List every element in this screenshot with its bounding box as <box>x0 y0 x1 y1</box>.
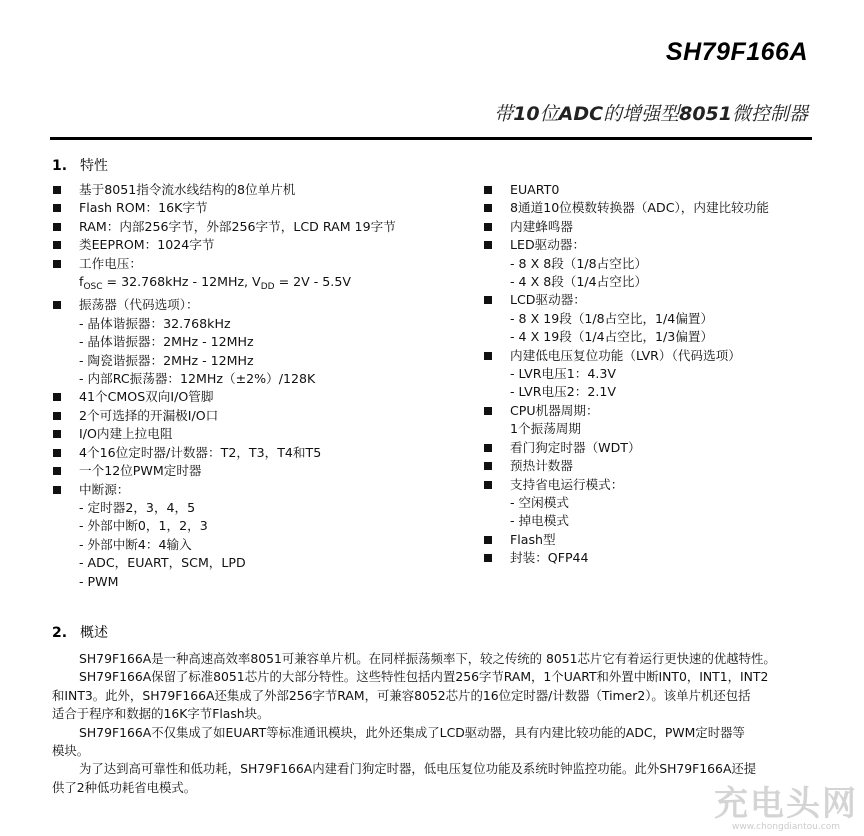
feature-text: 封装：QFP44 <box>510 550 589 566</box>
feature-item <box>52 199 462 217</box>
feature-subitem: - LVR电压2：2.1V <box>510 384 616 400</box>
section-title: 概述 <box>80 625 108 641</box>
bullet-square-icon <box>53 430 61 438</box>
bullet-square-icon <box>484 186 492 194</box>
bullet-square-icon <box>484 536 492 544</box>
feature-subitem: - LVR电压1：4.3V <box>510 366 616 382</box>
header-divider <box>50 137 812 140</box>
feature-item <box>52 388 462 406</box>
feature-item <box>483 291 823 346</box>
feature-subitem: - ADC，EUART，SCM，LPD <box>79 555 246 571</box>
bullet-square-icon <box>53 260 61 268</box>
bullet-square-icon <box>53 204 61 212</box>
overview-line: SH79F166A保留了标准8051芯片的大部分特性。这些特性包括内置256字节RAM，1个UART和外置中断INT0，INT1，INT2 <box>79 669 769 685</box>
subtitle-part: 位 <box>539 103 559 125</box>
bullet-square-icon <box>484 241 492 249</box>
feature-subitem: - 晶体谐振器：32.768kHz <box>79 315 231 331</box>
section-number: 2. <box>52 625 68 641</box>
feature-text: 一个12位PWM定时器 <box>79 463 202 479</box>
feature-item <box>483 531 823 549</box>
overview-line: 和INT3。此外，SH79F166A还集成了外部256字节RAM，可兼容8052芯片的16位定时器/计数器（Timer2）。该单片机还包括 <box>52 687 751 703</box>
voltage-mid: = 32.768kHz - 12MHz, V <box>102 274 261 290</box>
feature-text: 内建低电压复位功能（LVR）（代码选项） <box>510 347 741 363</box>
feature-subitem: - 掉电模式 <box>510 513 569 529</box>
document-subtitle <box>494 99 808 126</box>
bullet-square-icon <box>484 352 492 360</box>
feature-text: EUART0 <box>510 182 560 197</box>
feature-text: 41个CMOS双向I/O管脚 <box>79 389 214 405</box>
part-number-title: SH79F166A <box>665 38 808 66</box>
feature-item <box>483 181 823 199</box>
subtitle-part: 带 <box>494 103 514 125</box>
feature-text: 2个可选择的开漏极I/O口 <box>79 407 219 423</box>
feature-subitem: - PWM <box>79 573 119 589</box>
subtitle-part: 微控制器 <box>731 103 808 125</box>
feature-text: RAM：内部256字节，外部256字节，LCD RAM 19字节 <box>79 218 396 234</box>
feature-text: 4个16位定时器/计数器：T2，T3，T4和T5 <box>79 444 322 460</box>
bullet-square-icon <box>53 393 61 401</box>
feature-text: 振荡器（代码选项）： <box>79 297 199 313</box>
feature-subitem: - 内部RC振荡器：12MHz（±2%）/128K <box>79 371 316 387</box>
watermark-logo: 充电头网 <box>714 784 858 824</box>
bullet-square-icon <box>484 296 492 304</box>
feature-item <box>483 236 823 291</box>
feature-text: 支持省电运行模式： <box>510 476 624 492</box>
overview-line: SH79F166A不仅集成了如EUART等标准通讯模块，此外还集成了LCD驱动器，具有内建比较功能的ADC，PWM定时器等 <box>79 724 745 740</box>
feature-item <box>52 296 462 388</box>
feature-text: Flash ROM：16K字节 <box>79 200 208 216</box>
overview-line: SH79F166A是一种高速高效率8051可兼容单片机。在同样振荡频率下，较之传统的 8051芯片它有着运行更快速的优越特性。 <box>79 651 776 666</box>
watermark-url: www.chongdiantou.com <box>732 822 840 832</box>
feature-text: 内建蜂鸣器 <box>510 218 573 234</box>
feature-item <box>52 425 462 443</box>
feature-item <box>483 199 823 217</box>
voltage-f: f <box>79 274 84 290</box>
bullet-square-icon <box>484 204 492 212</box>
feature-item <box>483 476 823 531</box>
feature-subitem: 1个振荡周期 <box>510 421 581 437</box>
bullet-square-icon <box>53 241 61 249</box>
overview-line: 为了达到高可靠性和低功耗，SH79F166A内建看门狗定时器，低电压复位功能及系统时钟监控功能。此外SH79F166A还提 <box>79 761 757 777</box>
overview-paragraphs <box>52 650 819 797</box>
subtitle-bold-part: ADC <box>558 103 604 125</box>
section-title: 特性 <box>80 158 108 174</box>
feature-text: LCD驱动器： <box>510 292 586 308</box>
bullet-square-icon <box>484 554 492 562</box>
feature-subitem: - 晶体谐振器：2MHz - 12MHz <box>79 334 254 350</box>
feature-text: 类EEPROM：1024字节 <box>79 237 215 253</box>
feature-item <box>483 549 823 567</box>
osc-subscript: OSC <box>83 282 103 293</box>
feature-subitem: - 空闲模式 <box>510 494 569 510</box>
feature-subitem: - 4 X 19段（1/4占空比，1/3偏置） <box>510 329 714 345</box>
bullet-square-icon <box>53 186 61 194</box>
subtitle-part: 的增强型 <box>603 103 680 125</box>
feature-subitem: - 定时器2，3，4，5 <box>79 499 196 515</box>
bullet-square-icon <box>484 481 492 489</box>
feature-text: 工作电压： <box>79 255 142 271</box>
feature-subitem: - 4 X 8段（1/4占空比） <box>510 274 648 290</box>
voltage-spec <box>79 273 462 296</box>
bullet-square-icon <box>53 223 61 231</box>
feature-text: 中断源： <box>79 481 130 497</box>
feature-item <box>52 255 462 297</box>
feature-item <box>52 407 462 425</box>
bullet-square-icon <box>484 223 492 231</box>
bullet-square-icon <box>53 449 61 457</box>
feature-item <box>52 481 462 591</box>
section-heading-features <box>52 155 108 175</box>
feature-item <box>483 457 823 475</box>
feature-item <box>483 347 823 402</box>
feature-text: 8通道10位模数转换器（ADC），内建比较功能 <box>510 200 769 216</box>
feature-item <box>483 218 823 236</box>
bullet-square-icon <box>53 301 61 309</box>
feature-item <box>52 236 462 254</box>
bullet-square-icon <box>53 467 61 475</box>
features-left-column <box>52 181 462 591</box>
feature-text: LED驱动器： <box>510 237 586 253</box>
feature-subitem: - 陶瓷谐振器：2MHz - 12MHz <box>79 352 254 368</box>
feature-subitem: - 外部中断0，1，2，3 <box>79 518 208 534</box>
feature-text: 看门狗定时器（WDT） <box>510 439 641 455</box>
voltage-end: = 2V - 5.5V <box>274 274 351 290</box>
dd-subscript: DD <box>260 282 275 293</box>
feature-text: 基于8051指令流水线结构的8位单片机 <box>79 182 296 197</box>
bullet-square-icon <box>53 486 61 494</box>
feature-item <box>52 181 462 199</box>
section-number: 1. <box>52 158 68 174</box>
feature-text: 预热计数器 <box>510 458 573 474</box>
bullet-square-icon <box>484 407 492 415</box>
feature-item <box>52 218 462 236</box>
subtitle-bold-part: 10 <box>513 103 540 125</box>
feature-text: I/O内建上拉电阻 <box>79 426 173 442</box>
overview-line: 适合于程序和数据的16K字节Flash块。 <box>52 706 270 722</box>
feature-item <box>52 462 462 480</box>
features-right-column <box>483 181 823 568</box>
feature-item <box>483 439 823 457</box>
section-heading-overview <box>52 622 108 642</box>
feature-item <box>52 444 462 462</box>
overview-line: 供了2种低功耗省电模式。 <box>52 779 197 795</box>
feature-subitem: - 外部中断4：4输入 <box>79 536 192 552</box>
feature-text: Flash型 <box>510 531 556 547</box>
overview-line: 模块。 <box>52 743 90 759</box>
bullet-square-icon <box>484 444 492 452</box>
feature-text: CPU机器周期： <box>510 402 599 418</box>
feature-item <box>483 402 823 439</box>
bullet-square-icon <box>484 462 492 470</box>
feature-subitem: - 8 X 19段（1/8占空比，1/4偏置） <box>510 310 714 326</box>
site-watermark <box>714 786 858 832</box>
bullet-square-icon <box>53 412 61 420</box>
subtitle-bold-part: 8051 <box>679 103 732 125</box>
feature-subitem: - 8 X 8段（1/8占空比） <box>510 255 648 271</box>
